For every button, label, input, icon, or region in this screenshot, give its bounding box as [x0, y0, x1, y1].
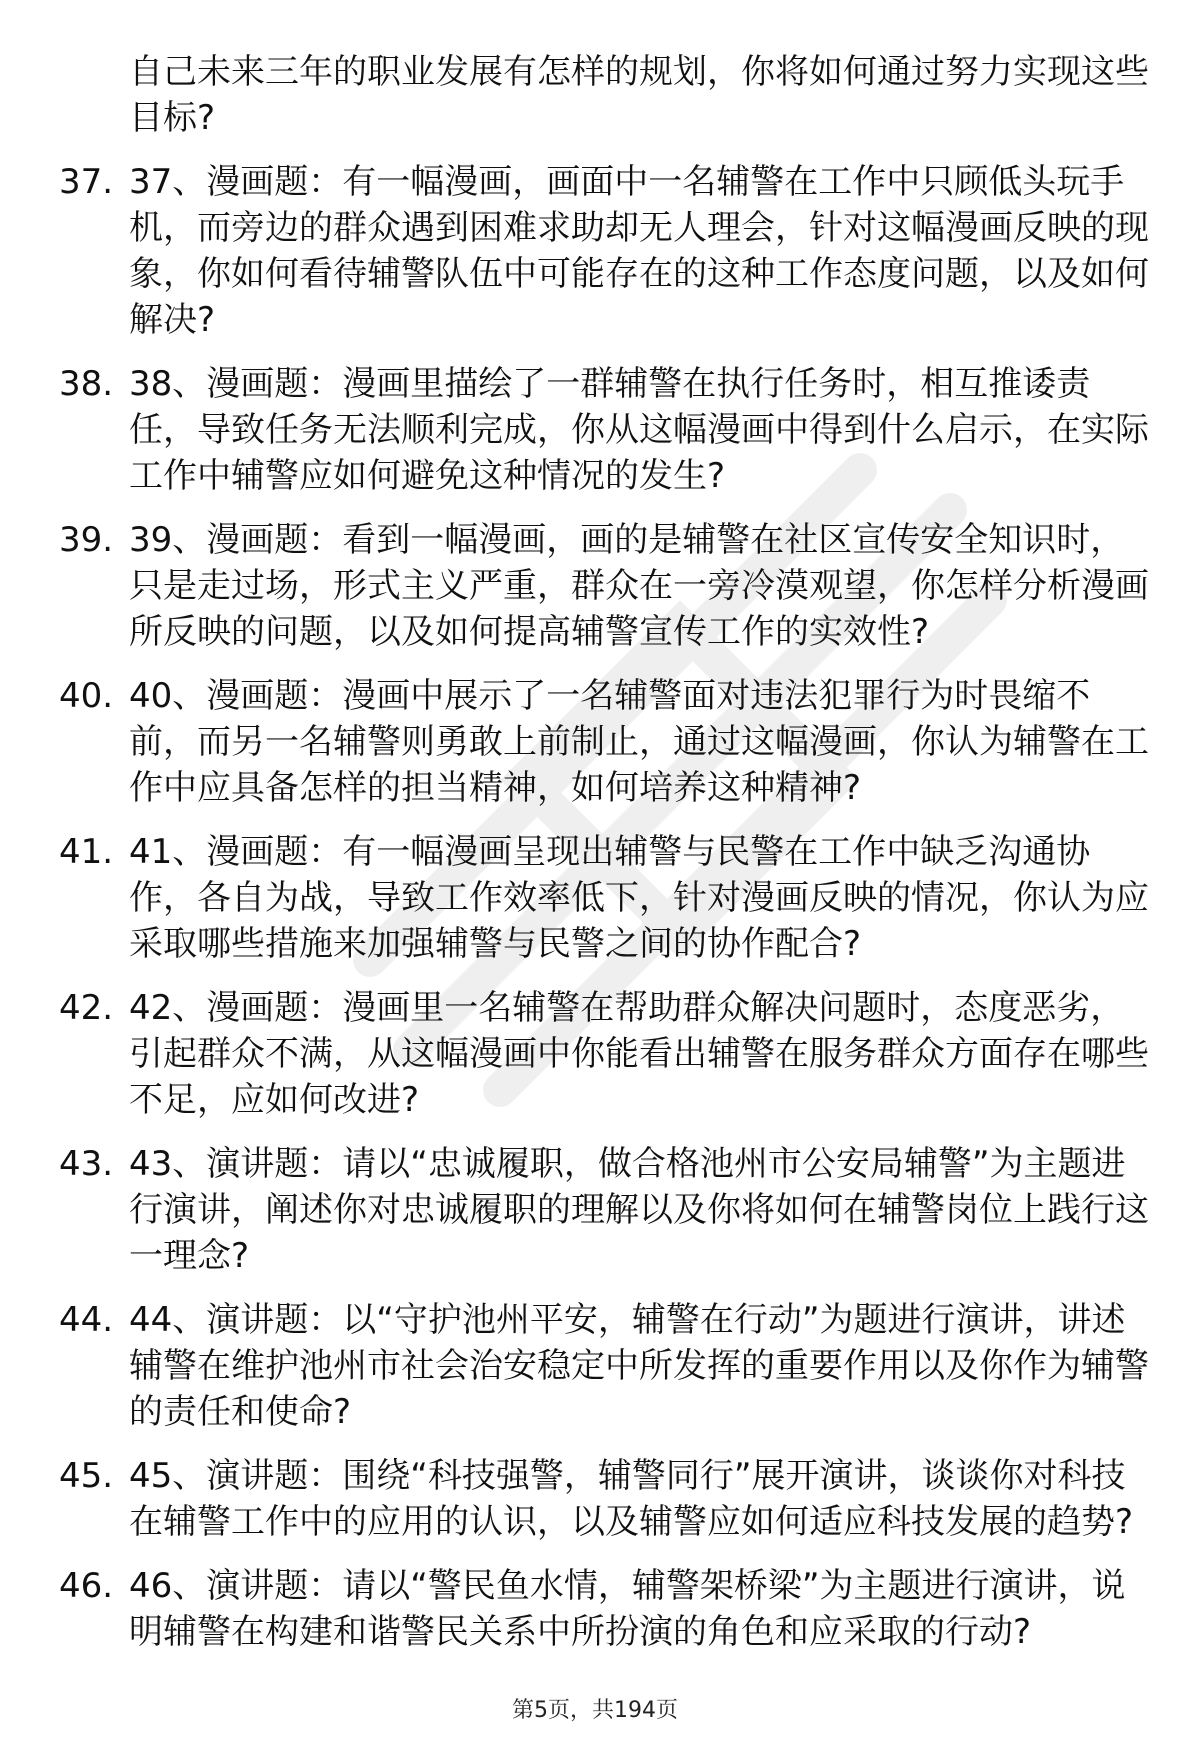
- item-text: 38、漫画题：漫画里描绘了一群辅警在执行任务时，相互推诿责任，导致任务无法顺利完成，你从这幅漫画中得到什么启示，在实际工作中辅警应如何避免这种情况的发生?: [129, 364, 1149, 496]
- item-number: 45.: [59, 1456, 114, 1496]
- item-number: 39.: [59, 520, 114, 560]
- item-text: 37、漫画题：有一幅漫画，画面中一名辅警在工作中只顾低头玩手机，而旁边的群众遇到困难求助却无人理会，针对这幅漫画反映的现象，你如何看待辅警队伍中可能存在的这种工作态度问题，以及如何解决?: [129, 162, 1149, 340]
- item-text: 40、漫画题：漫画中展示了一名辅警面对违法犯罪行为时畏缩不前，而另一名辅警则勇敢上前制止，通过这幅漫画，你认为辅警在工作中应具备怎样的担当精神，如何培养这种精神?: [129, 676, 1149, 808]
- item-number: 46.: [59, 1566, 114, 1606]
- list-item: [0, 1453, 1190, 1545]
- intro-paragraph: 自己未来三年的职业发展有怎样的规划，你将如何通过努力实现这些目标?: [129, 52, 1149, 138]
- item-number: 42.: [59, 988, 114, 1028]
- item-number: 40.: [59, 676, 114, 716]
- item-number: 44.: [59, 1300, 114, 1340]
- item-number: 43.: [59, 1144, 114, 1184]
- item-number: 41.: [59, 832, 114, 872]
- list-item: [0, 1563, 1190, 1655]
- item-number: 38.: [59, 364, 114, 404]
- list-item: [0, 1141, 1190, 1279]
- page-footer: 第5页，共194页: [512, 1698, 678, 1723]
- list-item: [0, 361, 1190, 499]
- item-text: 42、漫画题：漫画里一名辅警在帮助群众解决问题时，态度恶劣，引起群众不满，从这幅漫画中你能看出辅警在服务群众方面存在哪些不足，应如何改进?: [129, 988, 1149, 1120]
- question-list: [0, 49, 1190, 1655]
- item-text: 39、漫画题：看到一幅漫画，画的是辅警在社区宣传安全知识时，只是走过场，形式主义严重，群众在一旁冷漠观望，你怎样分析漫画所反映的问题，以及如何提高辅警宣传工作的实效性?: [129, 520, 1149, 652]
- item-text: 46、演讲题：请以“警民鱼水情，辅警架桥梁”为主题进行演讲，说明辅警在构建和谐警民关系中所扮演的角色和应采取的行动?: [129, 1566, 1126, 1652]
- list-item: [0, 1297, 1190, 1435]
- item-number: 37.: [59, 162, 114, 202]
- item-text: 41、漫画题：有一幅漫画呈现出辅警与民警在工作中缺乏沟通协作，各自为战，导致工作效率低下，针对漫画反映的情况，你认为应采取哪些措施来加强辅警与民警之间的协作配合?: [129, 832, 1149, 964]
- list-item: [0, 985, 1190, 1123]
- list-item: [0, 829, 1190, 967]
- item-text: 45、演讲题：围绕“科技强警，辅警同行”展开演讲，谈谈你对科技在辅警工作中的应用的认识，以及辅警应如何适应科技发展的趋势?: [129, 1456, 1134, 1542]
- list-item: [0, 673, 1190, 811]
- list-item: [0, 159, 1190, 343]
- list-item: [0, 517, 1190, 655]
- item-text: 44、演讲题：以“守护池州平安，辅警在行动”为题进行演讲，讲述辅警在维护池州市社会治安稳定中所发挥的重要作用以及你作为辅警的责任和使命?: [129, 1300, 1149, 1432]
- item-text: 43、演讲题：请以“忠诚履职，做合格池州市公安局辅警”为主题进行演讲，阐述你对忠诚履职的理解以及你将如何在辅警岗位上践行这一理念?: [129, 1144, 1149, 1276]
